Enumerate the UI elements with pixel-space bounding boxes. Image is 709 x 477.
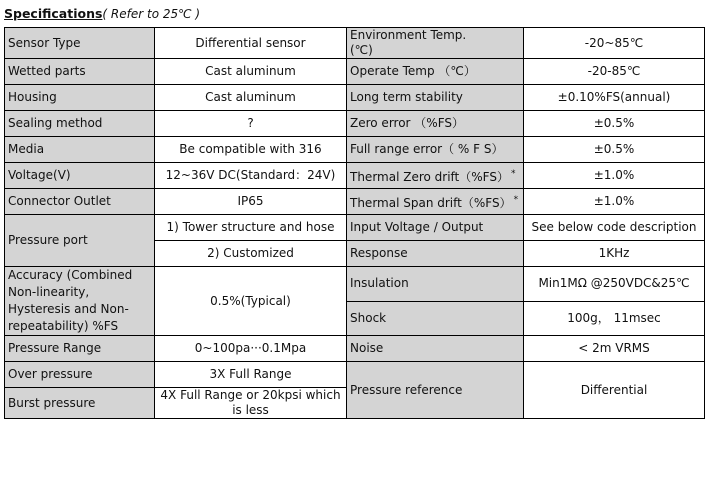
- label-over-pressure: Over pressure: [5, 362, 155, 388]
- label-media: Media: [5, 137, 155, 163]
- table-row: [5, 111, 705, 137]
- value-response: 1KHz: [524, 241, 705, 267]
- label-thermal-zero-drift-text: Thermal Zero drift（%FS）: [350, 169, 509, 184]
- value-thermal-zero-drift: ±1.0%: [524, 163, 705, 189]
- value-media: Be compatible with 316: [155, 137, 347, 163]
- label-pressure-reference: Pressure reference: [347, 362, 524, 419]
- value-accuracy: 0.5%(Typical): [155, 267, 347, 336]
- value-insulation: Min1MΩ @250VDC&25℃: [524, 267, 705, 302]
- spec-title-note: ( Refer to 25℃ ): [102, 7, 201, 21]
- value-input-voltage-output: See below code description: [524, 215, 705, 241]
- asterisk-mark: *: [510, 168, 516, 179]
- value-pressure-range: 0~100pa···0.1Mpa: [155, 336, 347, 362]
- label-response: Response: [347, 241, 524, 267]
- label-sealing-method: Sealing method: [5, 111, 155, 137]
- value-over-pressure: 3X Full Range: [155, 362, 347, 388]
- value-pressure-reference: Differential: [524, 362, 705, 419]
- value-thermal-span-drift: ±1.0%: [524, 189, 705, 215]
- value-operate-temp: -20-85℃: [524, 59, 705, 85]
- table-row: [5, 59, 705, 85]
- label-thermal-zero-drift: [347, 163, 524, 189]
- value-sensor-type: Differential sensor: [155, 28, 347, 59]
- value-long-term-stability: ±0.10%FS(annual): [524, 85, 705, 111]
- value-zero-error: ±0.5%: [524, 111, 705, 137]
- label-wetted-parts: Wetted parts: [5, 59, 155, 85]
- label-long-term-stability: Long term stability: [347, 85, 524, 111]
- value-housing: Cast aluminum: [155, 85, 347, 111]
- label-environment-temp: [347, 28, 524, 59]
- label-housing: Housing: [5, 85, 155, 111]
- value-shock: 100g， 11msec: [524, 301, 705, 336]
- label-thermal-span-drift-text: Thermal Span drift（%FS）: [350, 195, 512, 210]
- table-row: [5, 189, 705, 215]
- label-accuracy: Accuracy (Combined Non-linearity, Hysteresis and Non-repeatability) %FS: [5, 267, 155, 336]
- label-insulation: Insulation: [347, 267, 524, 302]
- value-environment-temp: -20~85℃: [524, 28, 705, 59]
- value-wetted-parts: Cast aluminum: [155, 59, 347, 85]
- table-row: [5, 85, 705, 111]
- asterisk-mark: *: [513, 194, 519, 205]
- table-row: [5, 163, 705, 189]
- table-row: [5, 137, 705, 163]
- label-pressure-range: Pressure Range: [5, 336, 155, 362]
- label-input-voltage-output: Input Voltage / Output: [347, 215, 524, 241]
- label-thermal-span-drift: [347, 189, 524, 215]
- spec-table: [4, 27, 705, 419]
- table-row: [5, 28, 705, 59]
- spec-title: [4, 4, 200, 24]
- table-row: [5, 267, 705, 302]
- table-row: [5, 336, 705, 362]
- table-row: [5, 362, 705, 388]
- value-burst-pressure: 4X Full Range or 20kpsi which is less: [155, 388, 347, 419]
- value-noise: < 2m VRMS: [524, 336, 705, 362]
- value-full-range-error: ±0.5%: [524, 137, 705, 163]
- value-pressure-port-2: 2) Customized: [155, 241, 347, 267]
- label-pressure-port: Pressure port: [5, 215, 155, 267]
- label-burst-pressure: Burst pressure: [5, 388, 155, 419]
- label-connector-outlet: Connector Outlet: [5, 189, 155, 215]
- label-sensor-type: Sensor Type: [5, 28, 155, 59]
- label-shock: Shock: [347, 301, 524, 336]
- label-voltage: Voltage(V): [5, 163, 155, 189]
- spec-title-bold: Specifications: [4, 6, 103, 21]
- table-row: [5, 215, 705, 241]
- value-voltage: 12~36V DC(Standard：24V): [155, 163, 347, 189]
- value-connector-outlet: IP65: [155, 189, 347, 215]
- label-environment-temp-text: Environment Temp. (℃): [350, 28, 467, 57]
- label-noise: Noise: [347, 336, 524, 362]
- label-full-range-error: Full range error（ % F S）: [347, 137, 524, 163]
- value-pressure-port-1: 1) Tower structure and hose: [155, 215, 347, 241]
- label-operate-temp: Operate Temp （℃）: [347, 59, 524, 85]
- value-sealing-method: ?: [155, 111, 347, 137]
- label-zero-error: Zero error （%FS）: [347, 111, 524, 137]
